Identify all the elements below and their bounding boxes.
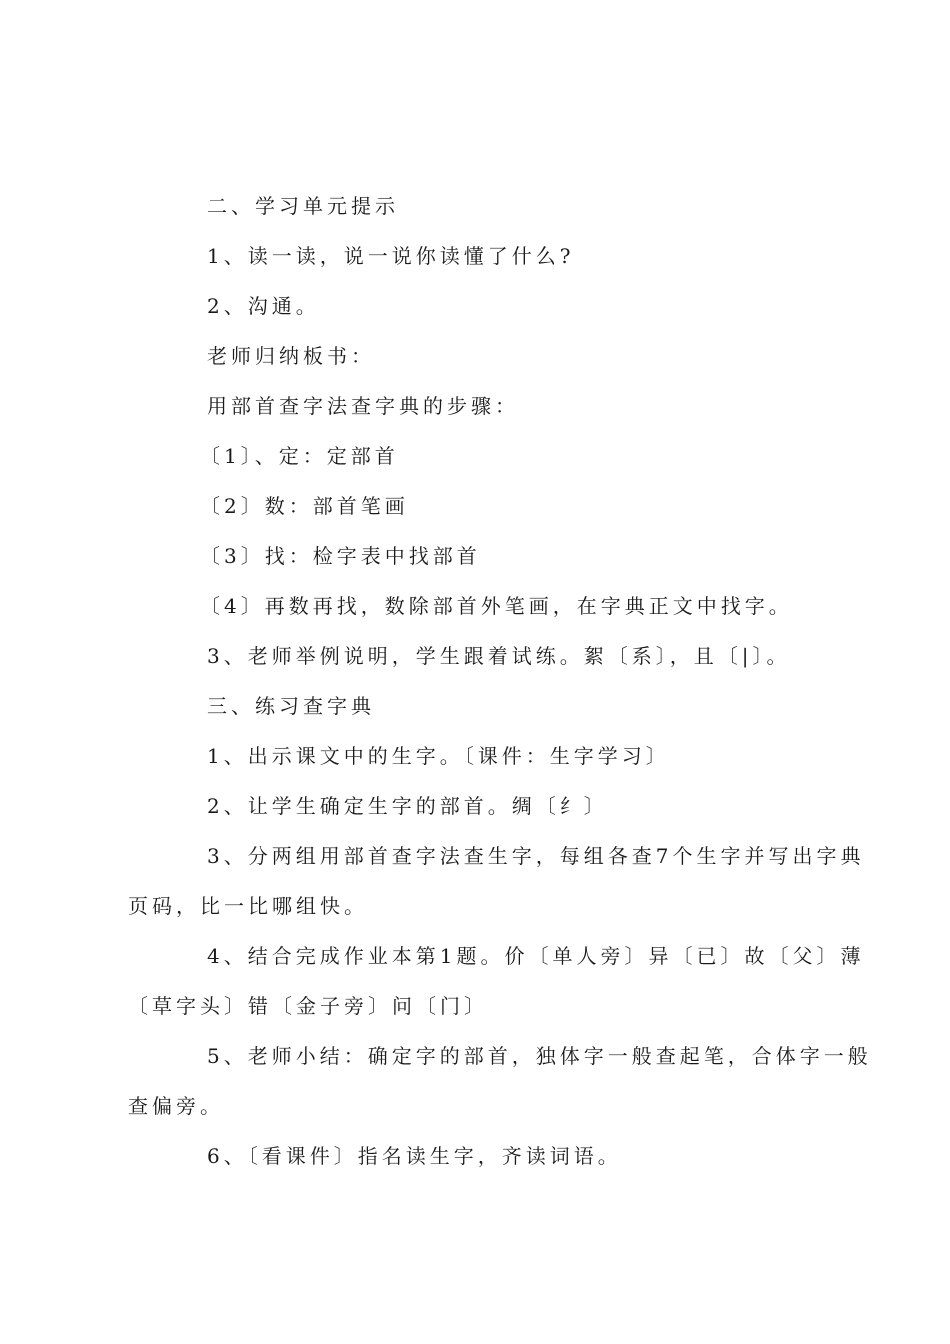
paragraph: 1、读一读，说一说你读懂了什么? (207, 244, 575, 268)
paragraph: 3、分两组用部首查字法查生字，每组各查7个生字并写出字典 (207, 844, 865, 868)
step-item: 〔4〕再数再找，数除部首外笔画，在字典正文中找字。 (200, 594, 793, 618)
paragraph-continuation: 〔草字头〕错〔金子旁〕问〔门〕 (128, 994, 488, 1018)
step-item: 〔3〕找：检字表中找部首 (200, 544, 481, 568)
step-item: 〔2〕数：部首笔画 (200, 494, 409, 518)
paragraph: 用部首查字法查字典的步骤： (207, 394, 519, 418)
paragraph: 5、老师小结：确定字的部首，独体字一般查起笔，合体字一般 (207, 1044, 872, 1068)
paragraph: 3、老师举例说明，学生跟着试练。絮〔系〕，且〔|〕。 (207, 644, 791, 668)
section-heading-practice: 三、练习查字典 (207, 694, 375, 718)
paragraph: 老师归纳板书： (207, 344, 375, 368)
paragraph-continuation: 页码，比一比哪组快。 (128, 894, 368, 918)
paragraph: 2、沟通。 (207, 294, 320, 318)
paragraph-continuation: 查偏旁。 (128, 1094, 224, 1118)
paragraph: 4、结合完成作业本第1题。价〔单人旁〕异〔已〕故〔父〕薄 (207, 944, 865, 968)
paragraph: 6、〔看课件〕指名读生字，齐读词语。 (207, 1144, 622, 1168)
step-item: 〔1〕、定：定部首 (200, 444, 399, 468)
paragraph: 2、让学生确定生字的部首。绸〔纟〕 (207, 794, 608, 818)
section-heading-unit-tips: 二、学习单元提示 (207, 194, 399, 218)
paragraph: 1、出示课文中的生字。〔课件：生字学习〕 (207, 744, 670, 768)
